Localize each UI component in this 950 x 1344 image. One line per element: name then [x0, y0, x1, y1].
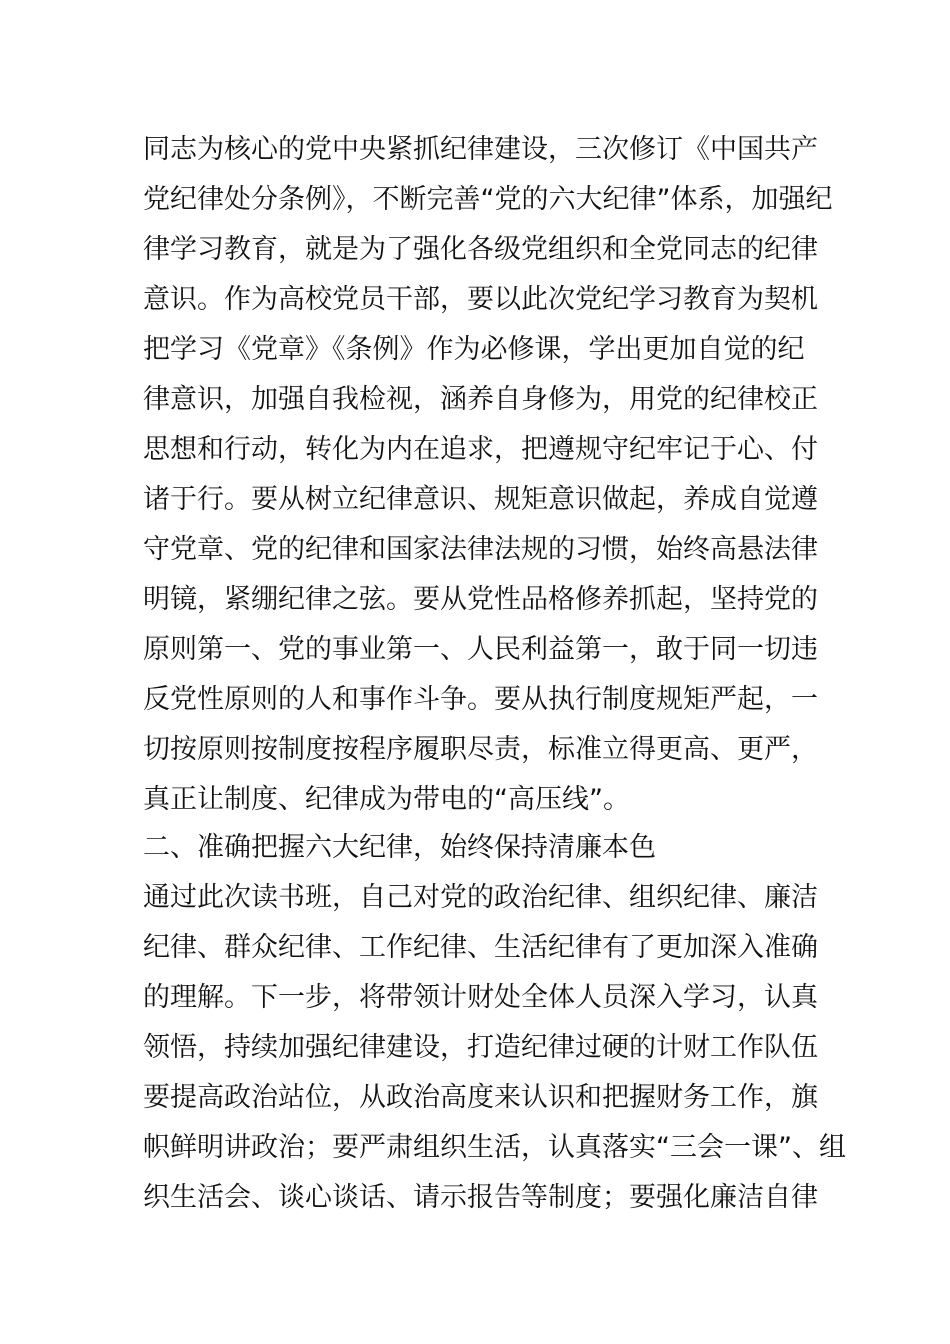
text-line: 律意识，加强自我检视，涵养自身修为，用党的纪律校正 — [143, 384, 818, 415]
text-line: 反党性原则的人和事作斗争。要从执行制度规矩严起，一 — [143, 684, 818, 715]
text-line: 党纪律处分条例》，不断完善“党的六大纪律”体系，加强纪 — [143, 184, 833, 215]
text-line: 原则第一、党的事业第一、人民利益第一，敢于同一切违 — [143, 634, 818, 665]
text-line: 切按原则按制度按程序履职尽责，标准立得更高、更严， — [143, 734, 818, 765]
text-line: 守党章、党的纪律和国家法律法规的习惯，始终高悬法律 — [143, 534, 818, 565]
text-line: 织生活会、谈心谈话、请示报告等制度；要强化廉洁自律 — [143, 1182, 818, 1213]
section-heading: 二、准确把握六大纪律，始终保持清廉本色 — [143, 832, 656, 863]
text-line: 意识。作为高校党员干部，要以此次党纪学习教育为契机 — [143, 284, 818, 315]
text-line: 领悟，持续加强纪律建设，打造纪律过硬的计财工作队伍 — [143, 1032, 818, 1063]
text-line: 的理解。下一步，将带领计财处全体人员深入学习，认真 — [143, 982, 818, 1013]
text-line: 明镜，紧绷纪律之弦。要从党性品格修养抓起，坚持党的 — [143, 584, 818, 615]
text-line: 真正让制度、纪律成为带电的“高压线”。 — [143, 784, 630, 815]
text-line: 通过此次读书班，自己对党的政治纪律、组织纪律、廉洁 — [143, 882, 818, 913]
text-line: 思想和行动，转化为内在追求，把遵规守纪牢记于心、付 — [143, 434, 818, 465]
text-line: 要提高政治站位，从政治高度来认识和把握财务工作，旗 — [143, 1082, 818, 1113]
text-line: 律学习教育，就是为了强化各级党组织和全党同志的纪律 — [143, 234, 818, 265]
text-line: 同志为核心的党中央紧抓纪律建设，三次修订《中国共产 — [143, 134, 818, 165]
text-line: 把学习《党章》《条例》作为必修课，学出更加自觉的纪 — [143, 334, 805, 365]
text-line: 纪律、群众纪律、工作纪律、生活纪律有了更加深入准确 — [143, 932, 818, 963]
text-line: 诸于行。要从树立纪律意识、规矩意识做起，养成自觉遵 — [143, 484, 818, 515]
text-line: 帜鲜明讲政治；要严肃组织生活，认真落实“三会一课”、组 — [143, 1132, 846, 1163]
